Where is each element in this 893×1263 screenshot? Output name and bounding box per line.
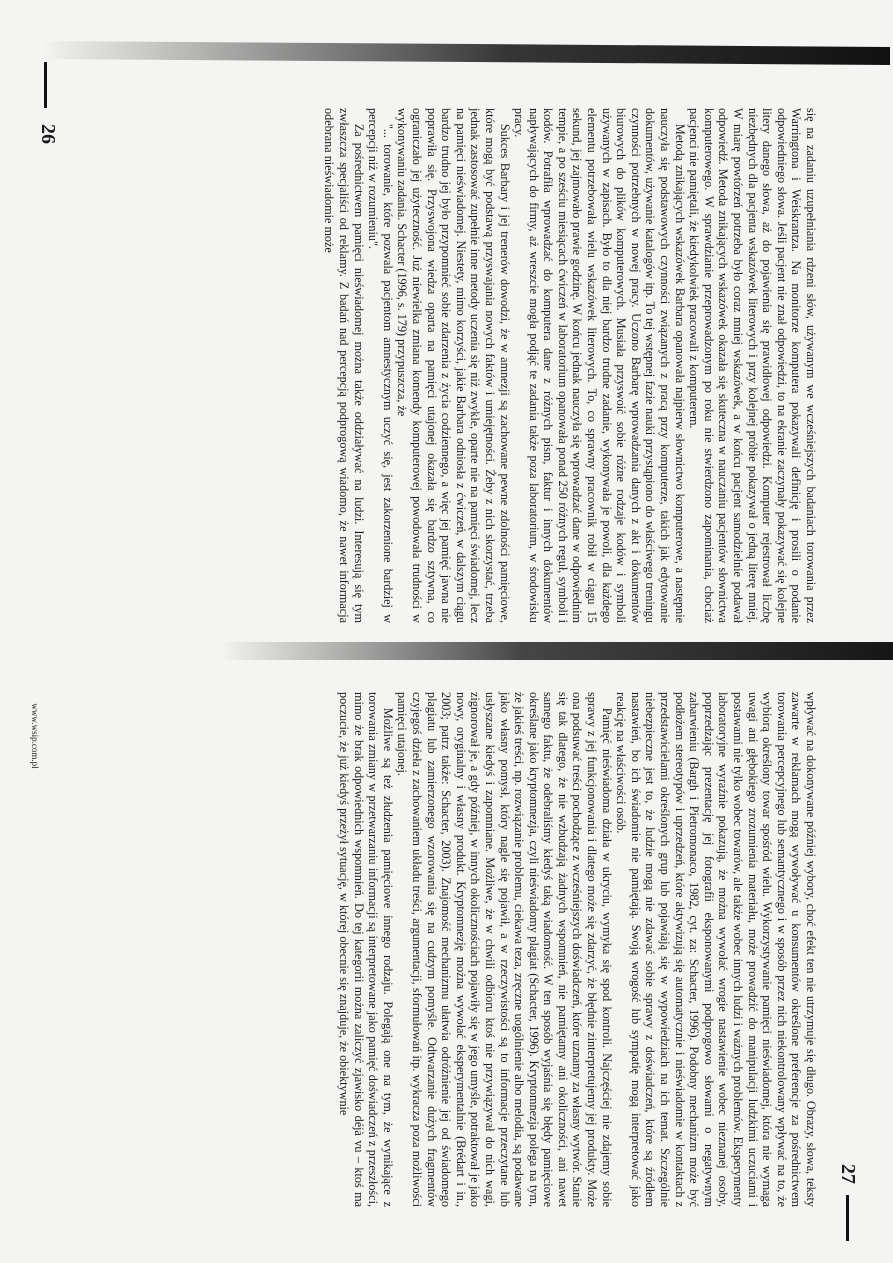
page-number-27: 27 bbox=[837, 1164, 859, 1184]
page-26-paragraph: się na zadaniu uzupełniania rdzeni słów, używanym we wcześniejszych badaniach torowania przez Warringtona i Weiskrantza. Na monitorze komputera pokazywali definicję i prosili o podanie odpowiedniego słowa. Jeśli pacjent nie znał odpowiedzi, to na ekranie zaczynały pokazywać się kolejne litery danego słowa, aż do pojawienia się prawidłowej odpowiedzi. Komputer rejestrował liczbę niezbędnych dla pacjenta wskazówek literowych i przy kolejnej próbie pokazywał o jedną literę mniej. W miarę powtórzeń potrzeba było coraz mniej wskazówek, a w końcu pacjent samodzielnie podawał odpowiedź. Metoda znikających wskazówek okazała się skuteczna w nauczaniu pacjentów słownictwa komputerowego. W sprawdzianie przeprowadzonym po roku nie stwierdzono zapominania, chociaż pacjenci nie pamiętali, że kiedykolwiek pracowali z komputerem. bbox=[687, 108, 818, 623]
page-26-paragraph: Sukces Barbary i jej trenerów dowodzi, że w amnezji są zachowane pewne zdolności pamięciowe, które mogą być podstawą przyswajania nowych faktów i umiejętności. Żeby z nich skorzystać, trzeba jednak zastosować zupełnie inne metody uczenia się niż zwykle, oparte nie na pamięci świadomej, lecz na pamięci nieświadomej. Niestety, mimo korzyści, jakie Barbara odniosła z ćwiczeń, w dalszym ciągu bardzo trudno jej było przypomnieć sobie zdarzenia z życia codziennego, a więc jej pamięć jawna nie poprawiła się. Przyswojona wiedza oparta na pamięci utajonej okazała się bardzo sztywna, co ograniczało jej użyteczność. Już niewielka zmiana komendy komputerowej powodowała trudności w wykonywaniu zadania. Schacter (1996, s. 179) przypuszcza, że bbox=[395, 108, 512, 623]
page-26-paragraph: Za pośrednictwem pamięci nieświadomej można także oddziaływać na ludzi. Interesują się tym zwłaszcza specjaliści od reklamy. Z badań nad percepcją podprogową wiadomo, że nawet informacja odebrana nieświadomie może bbox=[322, 108, 366, 623]
page-26-paragraph: Metodą znikających wskazówek Barbara opanowała najpierw słownictwo komputerowe, a następnie nauczyła się podstawowych czynności związanych z pracą przy komputerze, takich jak edytowanie dokumentów, używanie katalogów itp. To tej wstępnej fazie nauki przystąpiono do właściwego treningu czynności potrzebnych w nowej pracy. Uczono Barbarę wprowadzania danych z akt i dokumentów biurowych do plików komputerowych. Musiała przyswoić sobie różne rodzaje kodów i symboli używanych w zapisach. Było to dla niej bardzo trudne zadanie, wykonywała je powoli, dla każdego elementu potrzebowała wielu wskazówek literowych. To, co sprawny pracownik robił w ciągu 15 sekund, jej zajmowało prawie godzinę. W końcu jednak nauczyła się wprowadzać dane w odpowiednim tempie, a po sześciu miesiącach ćwiczeń w laboratorium opanowała ponad 250 różnych reguł, symboli i kodów. Potrafiła wprowadzać do komputera dane z różnych pism, faktur i innych dokumentów napływających do firmy, aż wreszcie mogła podjąć te zadania także poza laboratorium, w środowisku pracy. bbox=[512, 108, 687, 623]
page-number-26: 26 bbox=[37, 124, 59, 144]
page-26-marker-line bbox=[44, 62, 47, 108]
page-27-paragraph: Możliwe są też złudzenia pamięciowe innego rodzaju. Polegają one na tym, że wynikające z torowania zmiany w przetwarzaniu informacji są interpretowane jako pamięć doświadczeń z przeszłości, mimo że brak odpowiednich wspomnień. Do tej kategorii można zaliczyć zjawisko déjà vu – ktoś ma poczucie, że już kiedyś przeżył sytuację, w której obecnie się znajduje, że obiektywnie bbox=[337, 692, 395, 1207]
page-27-column bbox=[78, 692, 818, 1207]
page-27-paragraph: Pamięć nieświadoma działa w ukryciu, wymyka się spod kontroli. Najczęściej nie zdajemy sobie sprawy z jej funkcjonowania i dlatego może się zdarzyć, że błędnie zinterpretujemy jej produkty. Może ona podsuwać treści pochodzące z wcześniejszych doświadczeń, które uznamy za własny wytwór. Stanie się tak dlatego, że nie wzbudzają żadnych wspomnień, nie pamiętamy ani okoliczności, ani nawet samego faktu, że odebraliśmy kiedyś taką wiadomość. W ten sposób wyjaśnia się błędy pamięciowe określane jako kryptomnezja, czyli nieświadomy plagiat (Schacter, 1996). Kryptomnezja polega na tym, że jakieś treści, np. rozwiązanie problemu, ciekawa teza, zręczne uogólnienie albo melodia, są podawane jako własny pomysł, który nagle się pojawił, a w rzeczywistości są to informacje przeczytane lub usłyszane kiedyś i zapomniane. Możliwe, że w chwili odbioru ktoś nie przywiązywał do nich wagi, zignorował je, a gdy później, w innych okolicznościach pojawiły się w jego umyśle, potraktował je jako nowy, oryginalny i własny produkt. Kryptomnezję można wywołać eksperymentalnie (Brédart i in., 2003; patrz także: Schacter, 2003). Znajomość mechanizmu ułatwia odróżnienie jej od świadomego plagiatu lub zamierzonego wzorowania się na cudzym pomyśle. Odtwarzanie dużych fragmentów czyjegoś dzieła z zachowaniem układu treści, argumentacji, sformułowań itp. wykracza poza możliwości pamięci utajonej. bbox=[395, 692, 614, 1207]
scan-shadow-top bbox=[40, 41, 890, 65]
page-26-text-block bbox=[78, 108, 818, 623]
page-27-paragraph: wpływać na dokonywane później wybory, choć efekt ten nie utrzymuje się długo. Obrazy, słowa, teksty zawarte w reklamach mogą wywoływać u konsumentów określone preferencje za pośrednictwem torowania percepcyjnego lub semantycznego i w sposób przez nich niekontrolowany wpływać na to, że wybiorą określony towar spośród wielu. Wykorzystywanie pamięci nieświadomej, która nie wymaga uwagi ani głębokiego zrozumienia materiału, może prowadzić do manipulacji ludzkimi uczuciami i postawami nie tylko wobec towarów, ale także wobec innych ludzi i ważnych problemów. Eksperymenty laboratoryjne wyraźnie pokazują, że można wywołać wrogie nastawienie wobec nieznanej osoby, poprzedzając prezentację jej fotografii eksponowanymi podprogowo słowami o negatywnym zabarwieniu (Bargh i Pietromonaco, 1982, cyt. za: Schacter, 1996). Podobny mechanizm może być podłożem stereotypów i uprzedzeń, które aktywizują się automatycznie i nieświadomie w kontaktach z przedstawicielami określonych grup lub pojawiają się w wypowiedziach na ich temat. Szczególnie niebezpieczne jest to, że ludzie mogą nie zdawać sobie sprawy z doświadczeń, które są źródłem nastawień, bo ich świadomie nie pamiętają. Swoją wrogość lub sympatię mogą interpretować jako reakcję na właściwości osób. bbox=[614, 692, 818, 1207]
page-26-quote: "... torowanie, które pozwala pacjentom amnestycznym uczyć się, jest zakorzenione bardziej w percepcji niż w rozumieniu". bbox=[366, 108, 395, 623]
page-27-text-block bbox=[78, 692, 818, 1207]
page-26-column bbox=[78, 108, 818, 623]
page-27-marker-line bbox=[846, 1195, 849, 1241]
scan-shadow-gutter bbox=[220, 642, 893, 660]
publisher-footer-url: www.wsip.com.pl bbox=[30, 703, 40, 769]
